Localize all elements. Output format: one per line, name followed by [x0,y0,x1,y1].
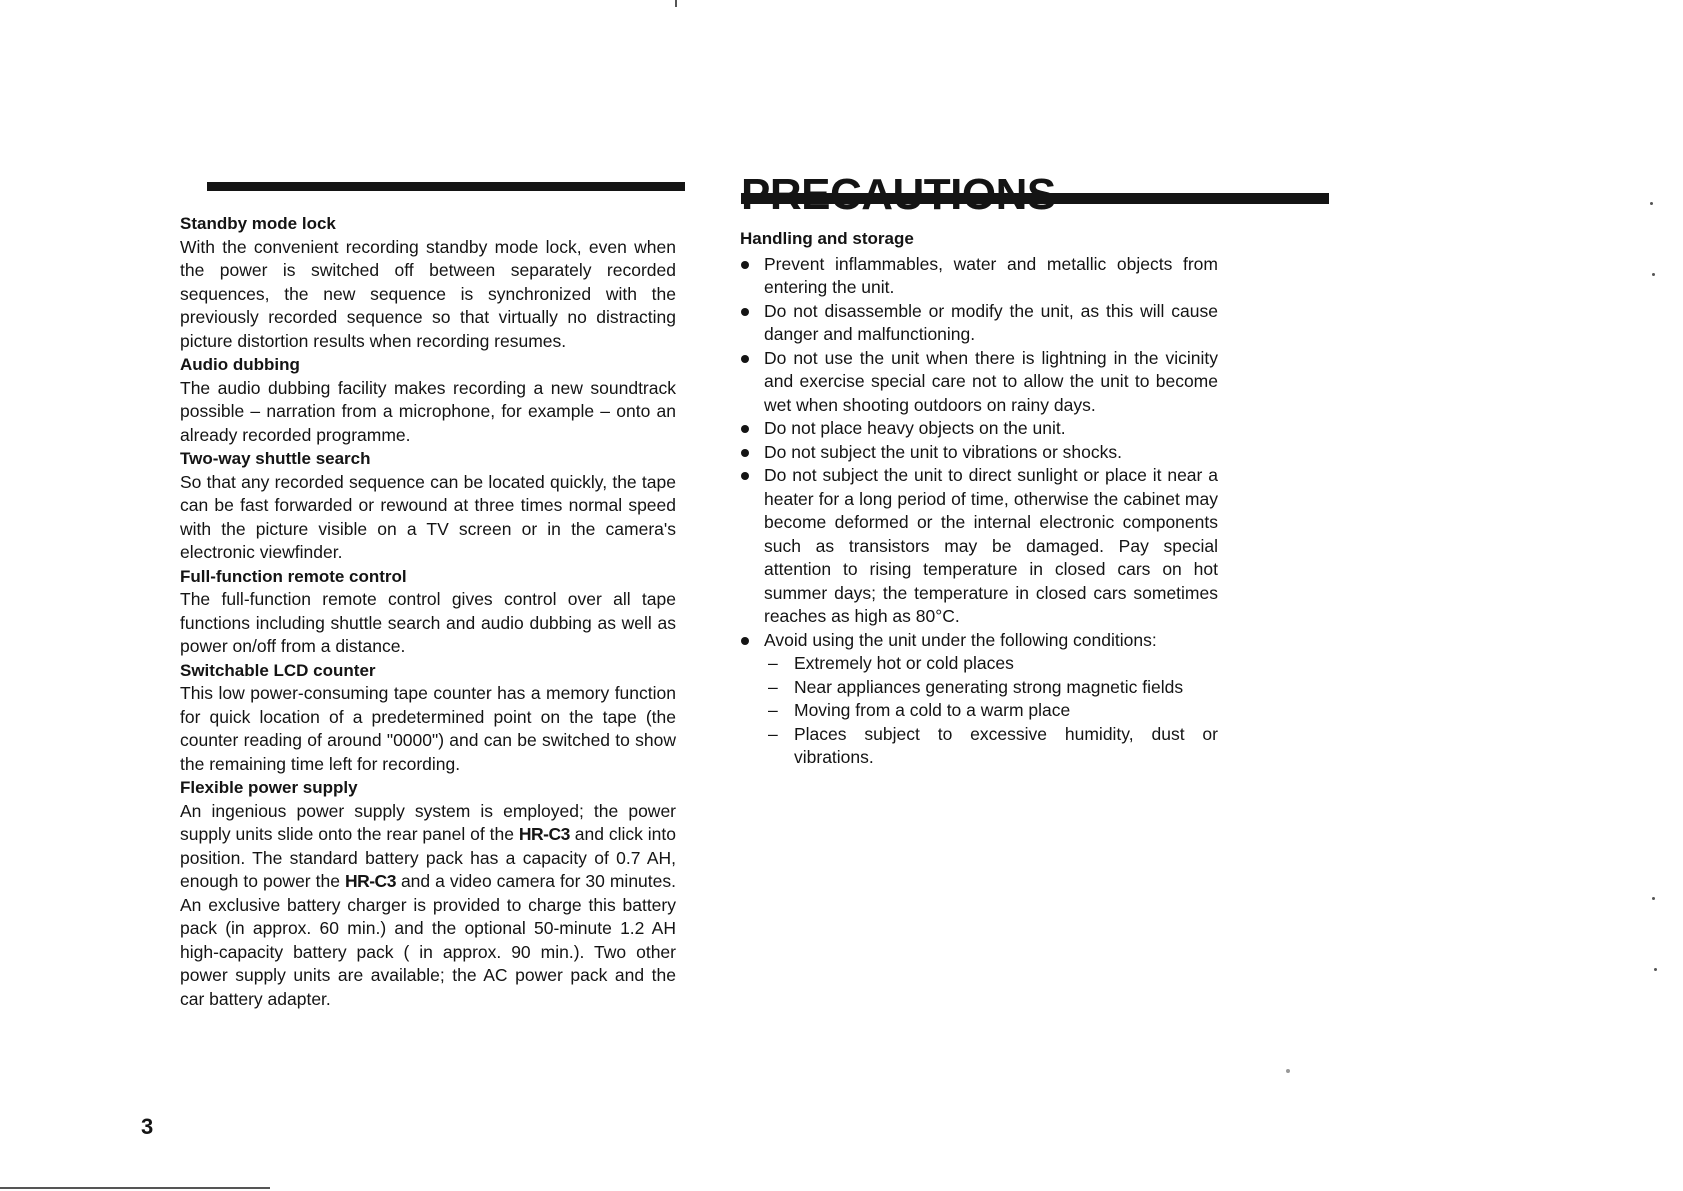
feature-body: So that any recorded sequence can be located quickly, the tape can be fast forwarded or rewound at three times normal speed with the picture visible on a TV screen or in the camera's electronic viewfinder. [180,471,676,562]
power-text-2: and click into position. The standard battery pack has a capacity of 0.7 AH, enough to power the [180,824,676,891]
condition-text: Places subject to excessive humidity, dust or vibrations. [794,723,1218,767]
feature-body: With the convenient recording standby mode lock, even when the power is switched off between separately recorded sequences, the new sequence is synchronized with the previously recorded sequence so that virtually no distracting picture distortion results when recording resumes. [180,236,676,351]
scan-speck [1286,1069,1290,1073]
precaution-item-conditions [740,629,1218,770]
precautions-section [740,227,1218,770]
precaution-item [740,464,1218,629]
feature-body: The full-function remote control gives control over all tape functions including shuttle search and audio dubbing as well as power on/off from a distance. [180,589,676,656]
feature-body [180,800,676,1012]
feature-heading: Full-function remote control [180,566,407,586]
bullet-icon [741,308,749,316]
bullet-icon [741,472,749,480]
feature-item-power-supply [180,776,676,1011]
conditions-list [764,652,1218,770]
page-number: 3 [141,1114,154,1139]
precaution-text: Prevent inflammables, water and metallic objects from entering the unit. [764,253,1218,297]
condition-item [768,723,1218,770]
precaution-text: Avoid using the unit under the following conditions: [764,629,1157,650]
scan-speck [1652,273,1655,276]
dash-icon: – [768,723,778,744]
condition-item [768,699,1218,723]
feature-item [180,447,676,565]
scan-speck [1652,897,1655,900]
feature-heading: Standby mode lock [180,214,336,233]
feature-list [180,212,676,1011]
feature-heading: Switchable LCD counter [180,660,376,680]
feature-item [180,659,676,777]
bullet-icon [741,449,749,457]
bottom-margin-line [0,1187,270,1189]
condition-text: Extremely hot or cold places [794,653,1014,673]
bullet-icon [741,355,749,363]
dash-icon: – [768,700,778,720]
page-title: PRECAUTIONS [741,170,1056,220]
feature-heading: Flexible power supply [180,778,358,797]
dash-icon: – [768,676,778,697]
precaution-text: Do not place heavy objects on the unit. [764,418,1066,438]
power-text-1: An ingenious power supply system is employed; the power supply units slide onto the rear panel of the [180,800,676,844]
condition-item [768,676,1218,700]
feature-item [180,212,676,353]
condition-text: Near appliances generating strong magnetic fields [794,676,1184,697]
bullet-icon [741,261,749,269]
feature-body: This low power-consuming tape counter has a memory function for quick location of a predetermined point on the tape (the counter reading of around "0000") and can be switched to show the remaining time left for recording. [180,683,676,774]
bullet-icon [741,425,749,433]
feature-heading: Audio dubbing [180,355,300,374]
model-name: HR-C3 [518,824,570,844]
precaution-text: Do not subject the unit to vibrations or shocks. [764,441,1122,462]
model-name: HR-C3 [344,871,396,891]
power-text-3: and a video camera for 30 minutes. An exclusive battery charger is provided to charge this battery pack (in approx. 60 min.) and the optional 50-minute 1.2 AH high-capacity battery pack ( in approx. 90 min.). Two other power supply units are available; the AC power pack and the car battery adapter. [180,871,676,1009]
dash-icon: – [768,653,778,673]
top-tick-mark [675,0,677,7]
precaution-item [740,300,1218,347]
condition-item [768,652,1218,676]
scan-speck [1654,968,1657,971]
feature-body: The audio dubbing facility makes recording a new soundtrack possible – narration from a microphone, for example – onto an already recorded programme. [180,377,676,445]
precaution-item [740,347,1218,418]
bullet-icon [741,637,749,645]
precaution-text: Do not subject the unit to direct sunlight or place it near a heater for a long period of time, otherwise the cabinet may become deformed or the internal electronic components such as transistors may be damaged. Pay special attention to rising temperature in closed cars on hot summer days; the temperature in closed cars sometimes reaches as high as 80°C. [764,465,1218,626]
precaution-item [740,417,1218,441]
left-header-rule [207,182,685,191]
precaution-text: Do not use the unit when there is lightning in the vicinity and exercise special care not to allow the unit to become wet when shooting outdoors on rainy days. [764,347,1218,415]
scan-speck [1650,202,1653,205]
condition-text: Moving from a cold to a warm place [794,700,1071,720]
section-heading: Handling and storage [740,229,914,248]
precaution-text: Do not disassemble or modify the unit, as this will cause danger and malfunctioning. [764,300,1218,344]
precaution-item [740,253,1218,300]
feature-item [180,565,676,659]
feature-item [180,353,676,447]
precaution-item [740,441,1218,465]
feature-heading: Two-way shuttle search [180,449,371,468]
